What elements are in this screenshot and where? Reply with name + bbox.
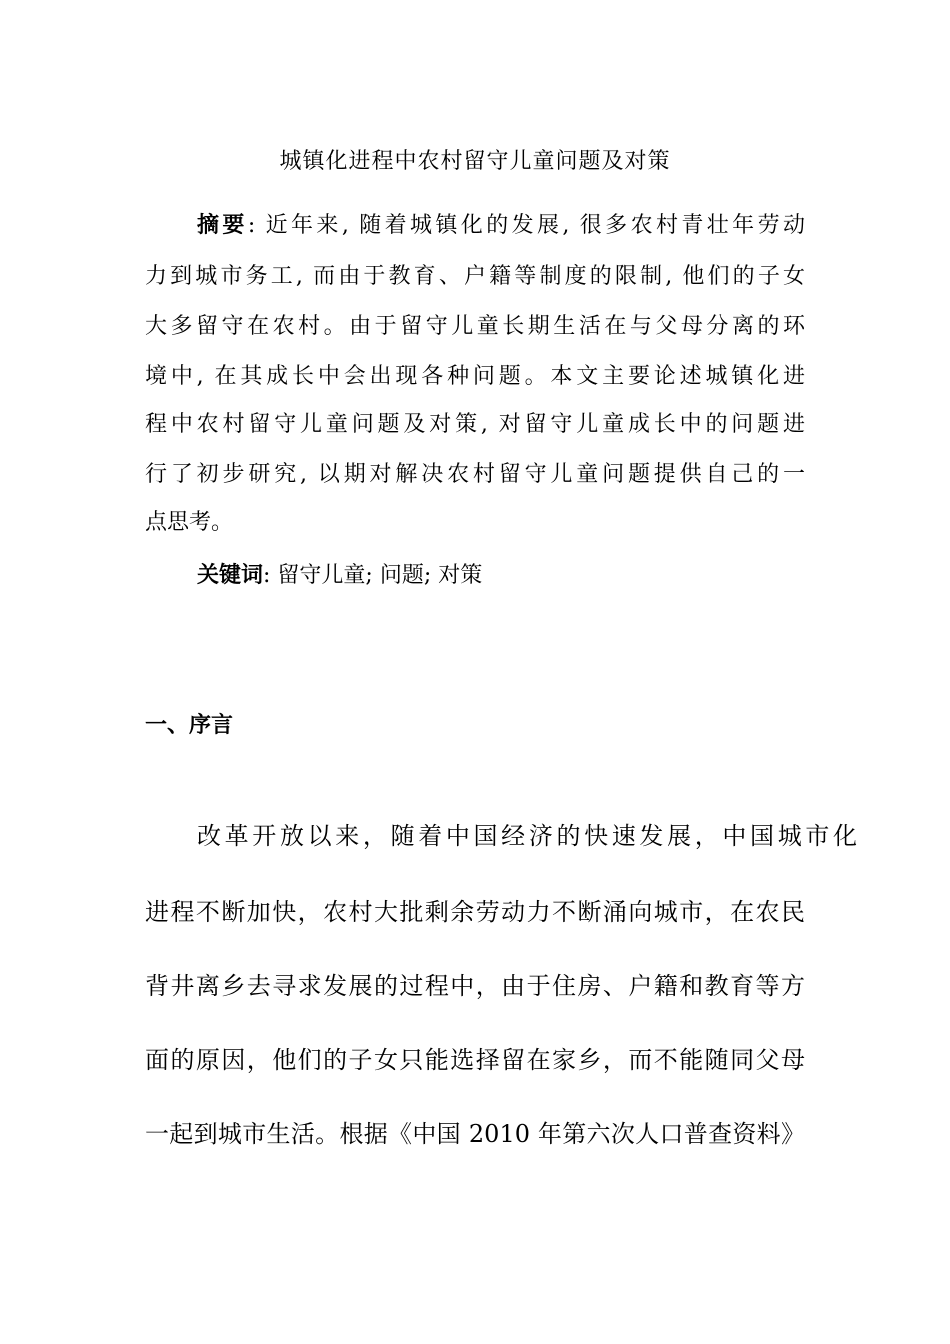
- keywords-value: : 留守儿童; 问题; 对策: [263, 563, 483, 588]
- abstract-text-1: : 近年来, 随着城镇化的发展, 很多农村青壮年劳动: [247, 213, 805, 238]
- section-heading: 一、序言: [145, 712, 234, 738]
- keywords: [197, 560, 482, 591]
- abstract-line-1: [145, 210, 805, 241]
- abstract-line-3: 大多留守在农村。由于留守儿童长期生活在与父母分离的环: [145, 314, 805, 339]
- abstract-line-7: 点思考。: [145, 510, 234, 535]
- document-title: 城镇化进程中农村留守儿童问题及对策: [279, 149, 671, 174]
- body-line-3: 背井离乡去寻求发展的过程中，由于住房、户籍和教育等方: [145, 972, 805, 1000]
- abstract-line-6: 行了初步研究, 以期对解决农村留守儿童问题提供自己的一: [145, 462, 805, 487]
- abstract-line-2: 力到城市务工, 而由于教育、户籍等制度的限制, 他们的子女: [145, 264, 805, 289]
- keywords-label: 关键词: [197, 562, 264, 588]
- body-line-2: 进程不断加快，农村大批剩余劳动力不断涌向城市，在农民: [145, 898, 805, 926]
- body-line-5: 一起到城市生活。根据《中国 2010 年第六次人口普查资料》: [145, 1120, 805, 1148]
- abstract-line-4: 境中, 在其成长中会出现各种问题。本文主要论述城镇化进: [145, 364, 805, 389]
- abstract-line-5: 程中农村留守儿童问题及对策, 对留守儿童成长中的问题进: [145, 412, 805, 437]
- body-line-1: 改革开放以来，随着中国经济的快速发展，中国城市化: [197, 822, 857, 850]
- body-line-4: 面的原因，他们的子女只能选择留在家乡，而不能随同父母: [145, 1046, 805, 1074]
- abstract-label: 摘要: [197, 212, 248, 238]
